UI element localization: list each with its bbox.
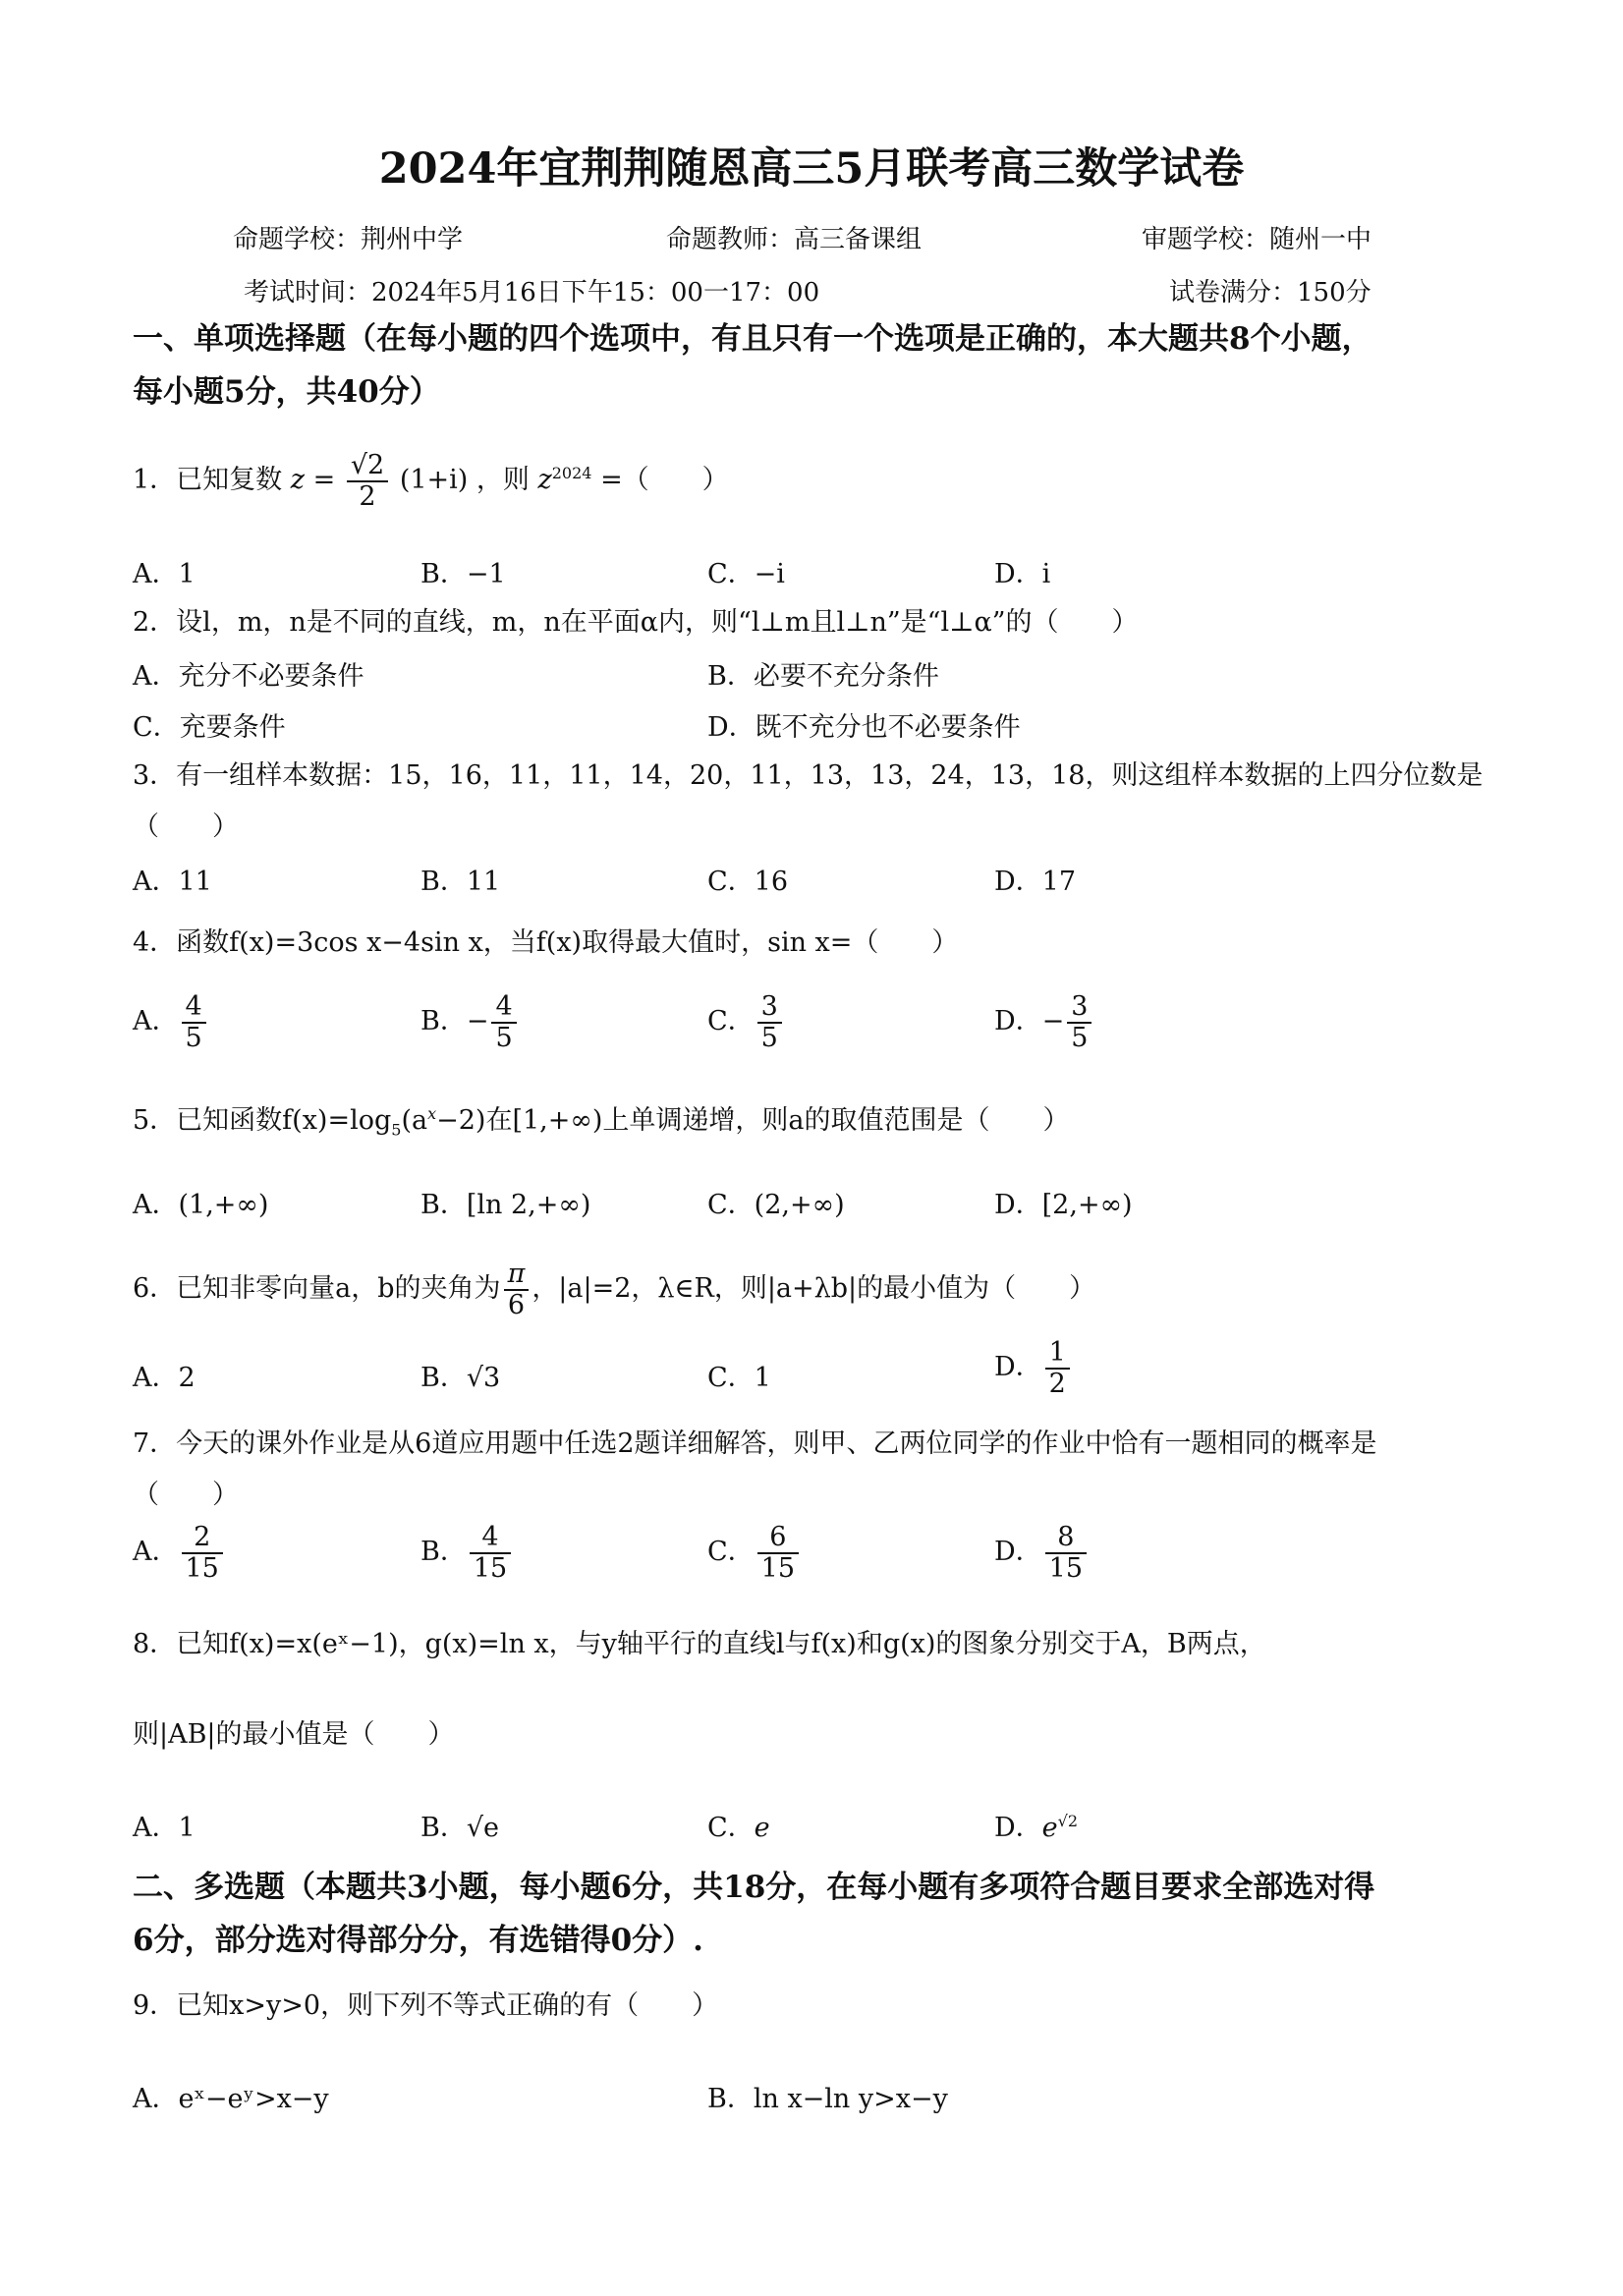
q3-line2: （ ） (133, 812, 239, 842)
q4-option-a-den: 5 (185, 1022, 202, 1053)
q6-fraction (504, 1260, 530, 1319)
q1-eq: = (312, 465, 336, 495)
q3-option-a: A．11 (133, 867, 212, 897)
q4-option-a-num: 4 (182, 992, 206, 1024)
q4-option-a (133, 992, 209, 1052)
q7-option-c-den: 15 (760, 1552, 796, 1584)
q4-option-c-label: C． (707, 1006, 755, 1037)
q4-option-c (707, 992, 785, 1052)
q6-option-d (994, 1338, 1073, 1398)
reviewer-school: 审题学校：随州一中 (1142, 225, 1372, 254)
q3-line1: 3．有一组样本数据：15，16，11，11，14，20，11，13，13，24，13，18，则这组样本数据的上四分位数是 (133, 760, 1483, 791)
q7-option-b-num: 4 (470, 1523, 511, 1554)
q8-option-b-label: B． (420, 1813, 467, 1843)
section2-heading (133, 1861, 1508, 1967)
q1-prefix: 1．已知复数 (133, 465, 283, 495)
q4-option-d (994, 992, 1094, 1052)
q4-option-c-fraction (757, 992, 782, 1052)
q6-option-c-value: 1 (754, 1363, 771, 1393)
q7-option-a-num: 2 (182, 1523, 223, 1554)
q7-option-d-den: 15 (1048, 1552, 1084, 1584)
question-3 (133, 756, 1508, 847)
q4-option-d-num: 3 (1067, 992, 1091, 1024)
q7-option-a-fraction (182, 1523, 223, 1583)
q5-option-a: A．(1,+∞) (133, 1190, 269, 1220)
q7-option-a (133, 1523, 226, 1583)
q2-option-b: B．必要不充分条件 (707, 661, 939, 692)
q6-text-a: 6．已知非零向量a，b的夹角为 (133, 1273, 501, 1305)
q2-option-c: C．充要条件 (133, 712, 286, 743)
question-6 (133, 1260, 1508, 1319)
q8-option-a-label: A． (133, 1813, 179, 1843)
q4-option-b (420, 992, 520, 1052)
question-8 (133, 1625, 1508, 1755)
q7-option-c (707, 1523, 802, 1583)
q7-line1: 7．今天的课外作业是从6道应用题中任选2题详细解答，则甲、乙两位同学的作业中恰有一题相同的概率是 (133, 1428, 1377, 1459)
question-7 (133, 1425, 1508, 1515)
q4-option-b-sign: − (466, 1006, 489, 1037)
q7-option-a-label: A． (133, 1537, 179, 1568)
section1-heading-line2: 每小题5分，共40分） (133, 374, 440, 410)
question-2: 2．设l，m，n是不同的直线，m，n在平面α内，则“l⊥m且l⊥n”是“l⊥α”的（ ） (133, 607, 1139, 638)
q6-option-d-num: 1 (1045, 1338, 1070, 1370)
q8-option-d (994, 1806, 1078, 1844)
q4-option-d-sign: − (1041, 1006, 1065, 1037)
q8-option-a-value: 1 (178, 1813, 196, 1843)
q5-option-b: B．[ln 2,+∞) (420, 1190, 591, 1220)
question-4: 4．函数f(x)=3cos x−4sin x，当f(x)取得最大值时，sin x=（ ） (133, 927, 959, 958)
q6-option-a-label: A． (133, 1363, 179, 1393)
q8-option-a (133, 1806, 196, 1844)
question-1 (133, 444, 1508, 511)
q5-text-a: 5．已知函数f(x)=log (133, 1105, 392, 1136)
q1-fraction (347, 451, 388, 511)
q6-option-c (707, 1356, 771, 1394)
q5-text-c: −2)在[1,+∞)上单调递增，则a的取值范围是（ ） (436, 1105, 1070, 1136)
q7-option-b-den: 15 (473, 1552, 508, 1584)
q7-option-d (994, 1523, 1090, 1583)
q9-option-a: A．eˣ−eʸ>x−y (133, 2084, 329, 2114)
q8-option-b-value: √e (466, 1813, 500, 1843)
q9-option-b: B．ln x−ln y>x−y (707, 2084, 948, 2114)
q1-z: z (290, 465, 306, 495)
section2-heading-line2: 6分，部分选对得部分分，有选错得0分）. (133, 1923, 703, 1958)
q7-line2: （ ） (133, 1480, 239, 1510)
q4-option-d-den: 5 (1071, 1022, 1089, 1053)
q2-option-a: A．充分不必要条件 (133, 661, 364, 692)
q4-option-b-label: B． (420, 1006, 467, 1037)
setter-teacher: 命题教师：高三备课组 (666, 225, 923, 254)
q8-line1: 8．已知f(x)=x(eˣ−1)，g(x)=ln x，与y轴平行的直线l与f(x)和g(x)的图象分别交于A，B两点， (133, 1629, 1266, 1659)
q6-option-d-label: D． (994, 1352, 1042, 1383)
q7-option-d-fraction (1045, 1523, 1087, 1583)
question-9: 9．已知x>y>0，则下列不等式正确的有（ ） (133, 1990, 719, 2021)
q4-option-b-num: 4 (491, 992, 516, 1024)
section1-heading (133, 312, 1508, 419)
q1-z2: z (537, 465, 552, 495)
q6-option-b (420, 1356, 500, 1394)
q5-option-c: C．(2,+∞) (707, 1190, 845, 1220)
q3-option-c: C．16 (707, 867, 789, 897)
q1-option-c: C．−i (707, 559, 785, 589)
q1-then: ，则 (476, 465, 530, 495)
q7-option-a-den: 15 (185, 1552, 219, 1584)
q4-option-b-den: 5 (495, 1022, 513, 1053)
q5-option-d: D．[2,+∞) (994, 1190, 1133, 1220)
q8-option-d-exponent: √2 (1057, 1812, 1079, 1830)
q1-fraction-den: 2 (359, 480, 376, 512)
q6-fraction-num: π (504, 1260, 530, 1291)
q6-option-b-label: B． (420, 1363, 467, 1393)
q1-exponent: 2024 (551, 464, 592, 482)
q7-option-d-num: 8 (1045, 1523, 1087, 1554)
q7-option-d-label: D． (994, 1537, 1042, 1568)
q6-option-a (133, 1356, 196, 1394)
q6-option-d-den: 2 (1048, 1368, 1066, 1399)
q6-option-c-label: C． (707, 1363, 755, 1393)
q3-option-b: B．11 (420, 867, 501, 897)
q4-option-c-den: 5 (760, 1022, 778, 1053)
q4-option-b-fraction (491, 992, 516, 1052)
q1-paren: (1+i) (399, 465, 469, 495)
full-score: 试卷满分：150分 (1169, 278, 1371, 308)
q6-option-d-fraction (1045, 1338, 1070, 1398)
q4-option-a-fraction (182, 992, 206, 1052)
q6-text-b: ，|a|=2，λ∈R，则|a+λb|的最小值为（ ） (532, 1273, 1096, 1305)
q1-option-d: D．i (994, 559, 1051, 589)
q8-option-b (420, 1806, 499, 1844)
q5-text-b: (a (401, 1105, 428, 1136)
q1-fraction-num: √2 (347, 451, 388, 482)
q7-option-b-label: B． (420, 1537, 467, 1568)
q7-option-b (420, 1523, 514, 1583)
q7-option-c-num: 6 (757, 1523, 799, 1554)
q4-option-c-num: 3 (757, 992, 782, 1024)
q3-option-d: D．17 (994, 867, 1077, 897)
q1-option-a: A．1 (133, 559, 196, 589)
q8-option-c-label: C． (707, 1813, 755, 1843)
q6-option-a-value: 2 (178, 1363, 196, 1393)
q6-fraction-den: 6 (507, 1289, 526, 1320)
q5-exponent: x (427, 1104, 437, 1123)
q7-option-b-fraction (470, 1523, 511, 1583)
q8-option-c (707, 1806, 770, 1844)
q1-tail: =（ ） (600, 465, 729, 495)
q4-option-d-fraction (1067, 992, 1091, 1052)
q8-option-d-value: e (1041, 1813, 1058, 1843)
q2-option-d: D．既不充分也不必要条件 (707, 712, 1021, 743)
section1-heading-line1: 一、单项选择题（在每小题的四个选项中，有且只有一个选项是正确的，本大题共8个小题， (133, 321, 1372, 357)
q1-option-b: B．−1 (420, 559, 506, 589)
question-5 (133, 1094, 1508, 1149)
exam-time: 考试时间：2024年5月16日下午15：00一17：00 (244, 278, 820, 308)
q8-line2: 则|AB|的最小值是（ ） (133, 1719, 455, 1750)
exam-title: 2024年宜荆荆随恩高三5月联考高三数学试卷 (378, 144, 1245, 194)
q6-option-b-value: √3 (466, 1363, 501, 1393)
q7-option-c-fraction (757, 1523, 799, 1583)
q7-option-c-label: C． (707, 1537, 755, 1568)
setter-school: 命题学校：荆州中学 (233, 225, 464, 254)
q8-option-c-value: e (754, 1813, 770, 1843)
section2-heading-line1: 二、多选题（本题共3小题，每小题6分，共18分，在每小题有多项符合题目要求全部选对得 (133, 1870, 1375, 1905)
q8-option-d-label: D． (994, 1813, 1042, 1843)
q4-option-d-label: D． (994, 1006, 1042, 1037)
q5-log-base: 5 (391, 1120, 402, 1140)
q4-option-a-label: A． (133, 1006, 179, 1037)
